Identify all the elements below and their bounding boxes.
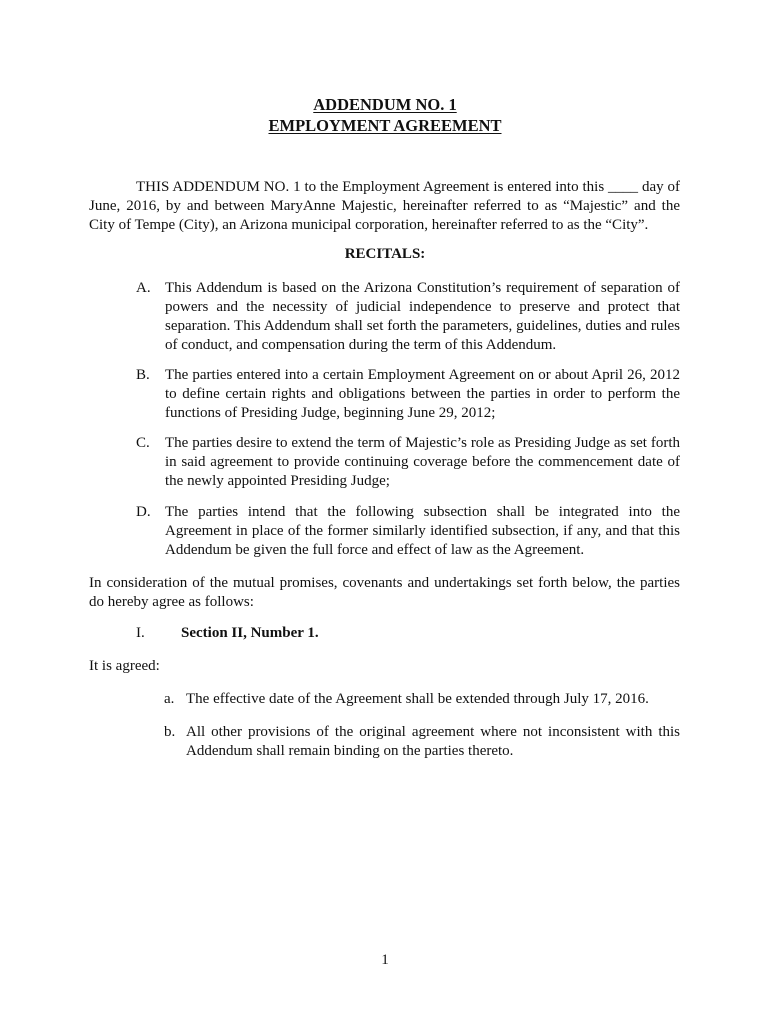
recital-item xyxy=(136,366,680,426)
recital-marker: A. xyxy=(136,280,151,296)
term-marker: a. xyxy=(164,691,175,707)
intro-paragraph: THIS ADDENDUM NO. 1 to the Employment Agreement is entered into this ____ day of June, 2016, by and between MaryAnne Majestic, hereinafter referred to as “Majestic” and the City of Tempe (City), an Arizona municipal corporation, hereinafter referred to as the “City”. xyxy=(89,179,680,233)
page-number: 1 xyxy=(381,952,389,968)
recital-text: The parties desire to extend the term of Majestic’s role as Presiding Judge as set forth in said agreement to provide continuing coverage before the commencement date of the newly appointed Presiding Judge; xyxy=(165,435,680,489)
recital-marker: B. xyxy=(136,367,150,383)
term-item xyxy=(164,723,680,763)
term-item xyxy=(164,690,680,710)
recital-text: The parties intend that the following subsection shall be integrated into the Agreement in place of the former similarly identified subsection, if any, and that this Addendum be given the full force and effect of law as the Agreement. xyxy=(165,504,680,558)
term-marker: b. xyxy=(164,724,176,740)
recital-item xyxy=(136,434,680,494)
agreed-line: It is agreed: xyxy=(89,658,160,674)
consideration-paragraph: In consideration of the mutual promises, covenants and undertakings set forth below, the parties do hereby agree as follows: xyxy=(89,575,680,610)
recital-text: The parties entered into a certain Employment Agreement on or about April 26, 2012 to define certain rights and obligations between the parties in order to perform the functions of Presiding Judge, beginning June 29, 2012; xyxy=(165,367,680,421)
recital-item xyxy=(136,503,680,563)
recitals-heading: RECITALS: xyxy=(344,246,426,262)
section-heading xyxy=(136,624,536,644)
term-text: The effective date of the Agreement shall be extended through July 17, 2016. xyxy=(186,691,649,707)
title-line-2: EMPLOYMENT AGREEMENT xyxy=(268,116,502,135)
term-text: All other provisions of the original agreement where not inconsistent with this Addendum shall remain binding on the parties thereto. xyxy=(186,724,680,759)
title-line-1: ADDENDUM NO. 1 xyxy=(313,95,457,114)
section-marker: I. xyxy=(136,625,145,641)
recital-marker: C. xyxy=(136,435,150,451)
section-title: Section II, Number 1. xyxy=(181,625,319,641)
recital-marker: D. xyxy=(136,504,151,520)
recital-text: This Addendum is based on the Arizona Constitution’s requirement of separation of powers and the necessity of judicial independence to preserve and protect that separation. This Addendum shall set forth the parameters, guidelines, duties and rules of conduct, and compensation during the term of this Addendum. xyxy=(165,280,680,353)
recital-item xyxy=(136,279,680,359)
